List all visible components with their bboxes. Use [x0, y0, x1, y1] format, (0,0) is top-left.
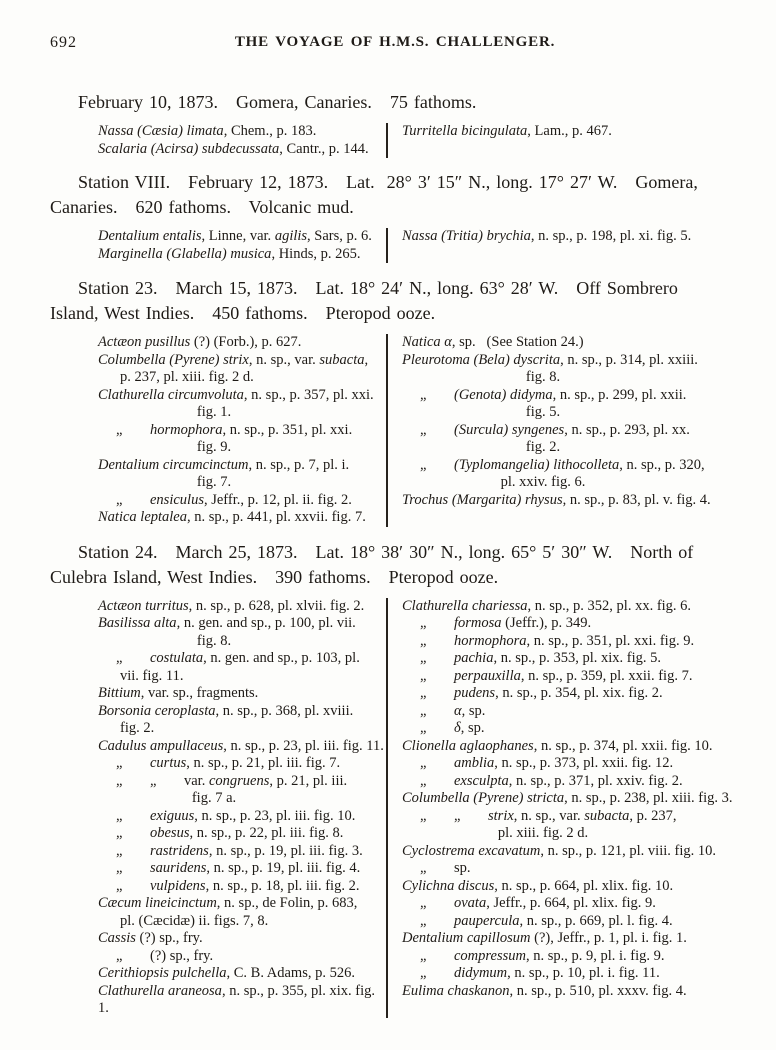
- species-entry-line: [98, 492, 386, 510]
- taxon-name: costulata: [150, 650, 204, 666]
- running-head: [50, 34, 740, 54]
- species-entry-line: [98, 334, 386, 352]
- entry-text: vii. fig. 11.: [120, 667, 184, 684]
- entry-text: , n. sp., p. 7, pl. i.: [248, 456, 350, 473]
- entry-text: , n. sp., p. 351, pl. xxi. fig. 9.: [526, 632, 695, 649]
- ditto-mark: „: [420, 807, 427, 824]
- taxon-name: Columbella (Pyrene) strix: [98, 351, 249, 368]
- species-entry-line: [402, 369, 740, 387]
- taxon-name: (Surcula) syngenes: [454, 421, 565, 438]
- taxon-name: hormophora: [454, 632, 527, 649]
- species-entry-line: [402, 439, 740, 457]
- taxon-name: α: [454, 702, 462, 719]
- taxon-name: pudens: [454, 685, 496, 701]
- species-entry-line: [98, 352, 386, 370]
- entry-text: (?) sp., fry.: [135, 930, 203, 946]
- species-entry-line: [402, 334, 740, 352]
- ditto-mark: „: [420, 702, 427, 719]
- ditto-mark: „: [116, 421, 123, 438]
- entry-text: , n. sp., p. 83, pl. v. fig. 4.: [562, 491, 711, 508]
- species-column-left: [98, 123, 386, 158]
- species-column-right: [388, 123, 740, 158]
- entry-text: fig. 7.: [196, 474, 232, 490]
- entry-text: , n. sp., p. 373, pl. xxii. fig. 12.: [494, 755, 674, 771]
- entry-text: , n. gen. and sp., p. 103, pl.: [203, 650, 360, 666]
- entry-text: , Jeffr., p. 12, pl. ii. fig. 2.: [203, 491, 352, 508]
- taxon-name: Scalaria (Acirsa) subdecussata: [98, 140, 280, 157]
- taxon-name: Cyclostrema excavatum: [402, 842, 541, 859]
- species-entry-line: [98, 930, 386, 948]
- taxon-name: Clathurella chariessa: [402, 597, 528, 614]
- entry-text: , n. sp., p. 352, pl. xx. fig. 6.: [527, 597, 692, 614]
- taxon-name: Actæon pusillus: [98, 334, 191, 350]
- entry-text: , n. sp., p. 320,: [619, 456, 705, 473]
- taxon-name: Cassis: [98, 930, 136, 946]
- entry-text: , n. gen. and sp., p. 100, pl. vii.: [176, 615, 356, 631]
- station-heading-line: Culebra Island, West Indies. 390 fathoms. Pteropod ooze.: [50, 566, 499, 587]
- species-entry-line: [98, 387, 386, 405]
- entry-text: , n. sp., p. 293, pl. xx.: [564, 421, 690, 438]
- taxon-name: Dentalium entalis: [98, 228, 202, 244]
- taxon-name: agilis: [274, 228, 308, 244]
- taxon-name: Dentalium circumcinctum: [98, 456, 249, 473]
- entry-text: , n. sp., p. 23, pl. iii. fig. 10.: [194, 807, 356, 824]
- entry-text: , n. sp., de Folin, p. 683,: [216, 895, 358, 911]
- taxon-name: Basilissa alta: [98, 615, 177, 631]
- taxon-name: Natica leptalea: [98, 509, 187, 525]
- taxon-name: δ: [454, 720, 461, 736]
- species-entry-line: [402, 825, 740, 843]
- station-heading-viii: [50, 170, 740, 220]
- species-entry-line: [98, 790, 386, 808]
- entry-text: , n. sp., p. 19, pl. iii. fig. 4.: [206, 860, 361, 876]
- species-entry-line: [98, 457, 386, 475]
- entry-text: p. 237, pl. xiii. fig. 2 d.: [120, 369, 254, 385]
- ditto-mark: „: [116, 807, 123, 824]
- ditto-mark: „: [116, 755, 123, 771]
- species-entry-line: [98, 439, 386, 457]
- taxon-name: congruens: [208, 772, 270, 789]
- ditto-mark: „: [116, 947, 123, 964]
- species-entry-line: [402, 930, 740, 948]
- ditto-mark: „: [420, 685, 427, 701]
- species-entry-line: [402, 352, 740, 370]
- taxon-name: Eulima chaskanon: [402, 982, 510, 999]
- taxon-name: Clionella aglaophanes: [402, 737, 534, 754]
- taxon-name: vulpidens: [150, 877, 206, 894]
- species-entry-line: [402, 457, 740, 475]
- taxon-name: pachia: [454, 650, 494, 666]
- station-block-viii: [98, 228, 740, 263]
- taxon-name: Bittium: [98, 685, 141, 701]
- taxon-name: (Genota) didyma: [454, 386, 553, 403]
- entry-text: fig. 9.: [196, 439, 232, 455]
- station-block-feb10: [98, 123, 740, 158]
- species-entry-line: [402, 387, 740, 405]
- entry-text: , sp.: [460, 720, 485, 736]
- entry-text: , n. sp., var.: [513, 807, 585, 824]
- species-column-right: [388, 228, 740, 263]
- ditto-mark: „: [420, 650, 427, 666]
- species-column-right: [388, 334, 740, 527]
- station-heading-23: [50, 276, 740, 326]
- ditto-mark: „: [420, 965, 427, 981]
- page-number: 692: [50, 34, 77, 51]
- ditto-mark: „: [116, 842, 123, 859]
- species-entry-line: [402, 843, 740, 861]
- species-column-left: [98, 598, 386, 1018]
- station-heading-line: Station VIII. February 12, 1873. Lat. 28° 3′ 15″ N., long. 17° 27′ W. Gomera,: [78, 172, 698, 192]
- ditto-mark: „: [420, 895, 427, 911]
- species-entry-line: [402, 404, 740, 422]
- taxon-name: Clathurella araneosa: [98, 982, 222, 999]
- entry-text: , n. sp., p. 21, pl. iii. fig. 7.: [186, 755, 341, 771]
- species-entry-line: [98, 878, 386, 896]
- taxon-name: Pleurotoma (Bela) dyscrita: [402, 351, 561, 368]
- station-heading-line: Station 24. March 25, 1873. Lat. 18° 38′ 30″ N., long. 65° 5′ 30″ W. North of: [78, 541, 694, 562]
- species-entry-line: [98, 422, 386, 440]
- taxon-name: subacta: [584, 807, 630, 824]
- species-entry-line: [98, 650, 386, 668]
- entry-text: ,: [364, 351, 369, 368]
- entry-text: , p. 237,: [629, 807, 677, 824]
- entry-text: , Hinds, p. 265.: [271, 245, 361, 262]
- entry-text: pl. xxiv. fig. 6.: [500, 474, 586, 490]
- species-entry-line: [402, 913, 740, 931]
- station-heading-line: Station 23. March 15, 1873. Lat. 18° 24′ N., long. 63° 28′ W. Off Sombrero: [78, 278, 678, 298]
- species-entry-line: [98, 123, 386, 141]
- ditto-mark: „: [420, 755, 427, 771]
- species-entry-line: [98, 685, 386, 703]
- station-heading-line: Island, West Indies. 450 fathoms. Pteropod ooze.: [50, 303, 436, 323]
- taxon-name: compressum: [454, 947, 526, 964]
- entry-text: , n. sp., p. 238, pl. xiii. fig. 3.: [564, 790, 733, 806]
- species-entry-line: [98, 860, 386, 878]
- species-entry-line: [98, 948, 386, 966]
- entry-text: var.: [184, 772, 209, 789]
- entry-text: , Jeffr., p. 664, pl. xlix. fig. 9.: [486, 895, 656, 911]
- station-block-23: [98, 334, 740, 527]
- species-entry-line: [98, 773, 386, 791]
- species-entry-line: [98, 720, 386, 738]
- entry-text: , Sars, p. 6.: [307, 228, 372, 244]
- entry-text: , n. sp., p. 355, pl. xix. fig. 1.: [98, 982, 379, 1016]
- taxon-name: Clathurella circumvoluta: [98, 386, 244, 403]
- ditto-mark: „: [116, 491, 123, 508]
- species-entry-line: [98, 246, 386, 264]
- species-entry-line: [98, 913, 386, 931]
- entry-text: fig. 1.: [196, 404, 232, 420]
- ditto-mark: „: [420, 421, 427, 438]
- entry-text: (?) (Forb.), p. 627.: [190, 334, 302, 350]
- taxon-name: Cerithiopsis pulchella: [98, 965, 227, 981]
- ditto-mark: „: [420, 615, 427, 631]
- ditto-mark: „: [420, 667, 427, 684]
- ditto-mark: „: [454, 807, 461, 824]
- species-entry-line: [98, 703, 386, 721]
- entry-text: , n. sp., p. 9, pl. i. fig. 9.: [525, 947, 665, 964]
- species-entry-line: [402, 948, 740, 966]
- entry-text: , n. sp., p. 357, pl. xxi.: [243, 386, 374, 403]
- ditto-mark: „: [116, 650, 123, 666]
- station-heading-line: Canaries. 620 fathoms. Volcanic mud.: [50, 197, 354, 217]
- entry-text: , n. sp., p. 374, pl. xxii. fig. 10.: [533, 737, 713, 754]
- taxon-name: Cæcum lineicinctum: [98, 895, 217, 911]
- species-entry-line: [402, 422, 740, 440]
- taxon-name: amblia: [454, 755, 495, 771]
- taxon-name: didymum: [454, 965, 508, 981]
- entry-text: , Chem., p. 183.: [223, 123, 317, 139]
- ditto-mark: „: [116, 772, 123, 789]
- species-entry-line: [402, 720, 740, 738]
- entry-text: , n. sp., p. 441, pl. xxvii. fig. 7.: [187, 509, 366, 525]
- taxon-name: Nassa (Tritia) brychia: [402, 228, 531, 244]
- species-entry-line: [402, 808, 740, 826]
- ditto-mark: „: [116, 877, 123, 894]
- entry-text: fig. 8.: [196, 632, 232, 649]
- species-entry-line: [402, 860, 740, 878]
- station-heading-24: [50, 540, 740, 590]
- entry-text: , n. sp., p. 510, pl. xxxv. fig. 4.: [509, 982, 687, 999]
- taxon-name: Borsonia ceroplasta: [98, 702, 216, 719]
- species-entry-line: [402, 983, 740, 1001]
- taxon-name: formosa: [454, 615, 502, 631]
- species-entry-line: [402, 703, 740, 721]
- entry-text: fig. 8.: [525, 369, 561, 385]
- entry-text: , var. sp., fragments.: [140, 685, 259, 701]
- species-entry-line: [98, 808, 386, 826]
- entry-text: , n. sp., p. 10, pl. i. fig. 11.: [507, 965, 660, 981]
- entry-text: (?) sp., fry.: [150, 947, 214, 964]
- taxon-name: sauridens: [150, 860, 207, 876]
- species-entry-line: [402, 228, 740, 246]
- entry-text: , p. 21, pl. iii.: [269, 772, 348, 789]
- taxon-name: ensiculus: [150, 491, 204, 508]
- species-column-left: [98, 228, 386, 263]
- ditto-mark: „: [150, 772, 157, 789]
- species-entry-line: [98, 615, 386, 633]
- species-entry-line: [402, 598, 740, 616]
- entry-text: , n. sp., p. 19, pl. iii. fig. 3.: [208, 842, 363, 859]
- entry-text: , n. sp., p. 359, pl. xxii. fig. 7.: [520, 667, 693, 684]
- station-heading-feb10: [50, 90, 740, 115]
- entry-text: fig. 5.: [525, 404, 561, 420]
- species-entry-line: [98, 633, 386, 651]
- entry-text: , n. sp., p. 22, pl. iii. fig. 8.: [189, 825, 344, 841]
- species-entry-line: [402, 123, 740, 141]
- taxon-name: Trochus (Margarita) rhysus: [402, 491, 563, 508]
- ditto-mark: „: [420, 632, 427, 649]
- taxon-name: Cadulus ampullaceus: [98, 737, 224, 754]
- species-entry-line: [402, 615, 740, 633]
- species-entry-line: [402, 492, 740, 510]
- species-entry-line: [402, 474, 740, 492]
- entry-text: fig. 2.: [120, 720, 155, 736]
- station-heading-line: February 10, 1873. Gomera, Canaries. 75 fathoms.: [78, 92, 477, 112]
- species-column-right: [388, 598, 740, 1018]
- taxon-name: exsculpta: [454, 772, 509, 789]
- taxon-name: subacta: [319, 351, 365, 368]
- species-entry-line: [402, 650, 740, 668]
- entry-text: , n. sp., p. 314, pl. xxiii.: [560, 351, 698, 368]
- taxon-name: curtus: [150, 755, 187, 771]
- ditto-mark: „: [116, 825, 123, 841]
- species-entry-line: [402, 790, 740, 808]
- species-entry-line: [402, 685, 740, 703]
- species-entry-line: [402, 895, 740, 913]
- species-entry-line: [402, 668, 740, 686]
- entry-text: , n. sp., p. 371, pl. xxiv. fig. 2.: [508, 772, 683, 789]
- species-entry-line: [402, 773, 740, 791]
- entry-text: , n. sp., p. 353, pl. xix. fig. 5.: [493, 650, 662, 666]
- ditto-mark: „: [420, 860, 427, 876]
- entry-text: fig. 7 a.: [191, 790, 237, 806]
- entry-text: , n. sp., p. 354, pl. xix. fig. 2.: [495, 685, 663, 701]
- taxon-name: ovata: [454, 895, 487, 911]
- entry-text: , n. sp., var.: [248, 351, 320, 368]
- species-entry-line: [402, 878, 740, 896]
- species-entry-line: [98, 668, 386, 686]
- taxon-name: obesus: [150, 825, 190, 841]
- entry-text: , n. sp., p. 121, pl. viii. fig. 10.: [540, 842, 716, 859]
- entry-text: , Cantr., p. 144.: [279, 140, 369, 157]
- species-entry-line: [98, 843, 386, 861]
- species-entry-line: [402, 633, 740, 651]
- taxon-name: Nassa (Cæsia) limata: [98, 123, 224, 139]
- entry-text: fig. 2.: [525, 439, 561, 455]
- taxon-name: Cylichna discus: [402, 877, 495, 894]
- entry-text: , n. sp., p. 368, pl. xviii.: [215, 702, 354, 719]
- ditto-mark: „: [116, 860, 123, 876]
- species-entry-line: [402, 738, 740, 756]
- species-entry-line: [98, 983, 386, 1018]
- species-entry-line: [98, 965, 386, 983]
- entry-text: , sp. (See Station 24.): [451, 334, 584, 350]
- entry-text: , n. sp., p. 669, pl. l. fig. 4.: [519, 912, 673, 929]
- entry-text: , n. sp., p. 18, pl. iii. fig. 2.: [205, 877, 360, 894]
- entry-text: , Linne, var.: [201, 228, 275, 244]
- ditto-mark: „: [420, 912, 427, 929]
- ditto-mark: „: [420, 386, 427, 403]
- taxon-name: exiguus: [150, 807, 195, 824]
- page-title: THE VOYAGE OF H.M.S. CHALLENGER.: [234, 34, 556, 50]
- species-entry-line: [98, 738, 386, 756]
- ditto-mark: „: [420, 456, 427, 473]
- taxon-name: Columbella (Pyrene) stricta: [402, 790, 565, 806]
- species-entry-line: [402, 965, 740, 983]
- entry-text: (Jeffr.), p. 349.: [501, 615, 592, 631]
- station-block-24: [98, 598, 740, 1018]
- species-entry-line: [98, 755, 386, 773]
- species-column-left: [98, 334, 386, 527]
- entry-text: , sp.: [461, 702, 486, 719]
- species-entry-line: [98, 598, 386, 616]
- species-entry-line: [98, 474, 386, 492]
- species-entry-line: [98, 895, 386, 913]
- ditto-mark: „: [420, 772, 427, 789]
- ditto-mark: „: [420, 947, 427, 964]
- entry-text: , n. sp., p. 299, pl. xxii.: [552, 386, 687, 403]
- taxon-name: paupercula: [454, 912, 520, 929]
- taxon-name: strix: [488, 807, 514, 824]
- species-entry-line: [98, 509, 386, 527]
- species-entry-line: [98, 228, 386, 246]
- entry-text: , n. sp., p. 198, pl. xi. fig. 5.: [530, 228, 692, 244]
- species-entry-line: [98, 141, 386, 159]
- taxon-name: perpauxilla: [454, 667, 521, 684]
- entry-text: , C. B. Adams, p. 526.: [226, 965, 355, 981]
- entry-text: , n. sp., p. 351, pl. xxi.: [222, 421, 353, 438]
- species-entry-line: [98, 404, 386, 422]
- species-entry-line: [402, 755, 740, 773]
- entry-text: (?), Jeffr., p. 1, pl. i. fig. 1.: [530, 930, 687, 946]
- taxon-name: Natica α: [402, 334, 452, 350]
- taxon-name: (Typlomangelia) lithocolleta: [454, 456, 620, 473]
- entry-text: , n. sp., p. 628, pl. xlvii. fig. 2.: [188, 597, 365, 614]
- entry-text: pl. xiii. fig. 2 d.: [497, 825, 589, 841]
- ditto-mark: „: [420, 720, 427, 736]
- species-entry-line: [98, 369, 386, 387]
- entry-text: , n. sp., p. 23, pl. iii. fig. 11.: [223, 737, 384, 754]
- entry-text: pl. (Cæcidæ) ii. figs. 7, 8.: [120, 912, 269, 929]
- entry-text: , Lam., p. 467.: [527, 123, 612, 139]
- species-entry-line: [98, 825, 386, 843]
- taxon-name: rastridens: [150, 842, 209, 859]
- taxon-name: Actæon turritus: [98, 597, 189, 614]
- taxon-name: Turritella bicingulata: [402, 123, 528, 139]
- taxon-name: Marginella (Glabella) musica: [98, 245, 272, 262]
- taxon-name: hormophora: [150, 421, 223, 438]
- taxon-name: Dentalium capillosum: [402, 930, 531, 946]
- entry-text: sp.: [454, 860, 471, 876]
- entry-text: , n. sp., p. 664, pl. xlix. fig. 10.: [494, 877, 674, 894]
